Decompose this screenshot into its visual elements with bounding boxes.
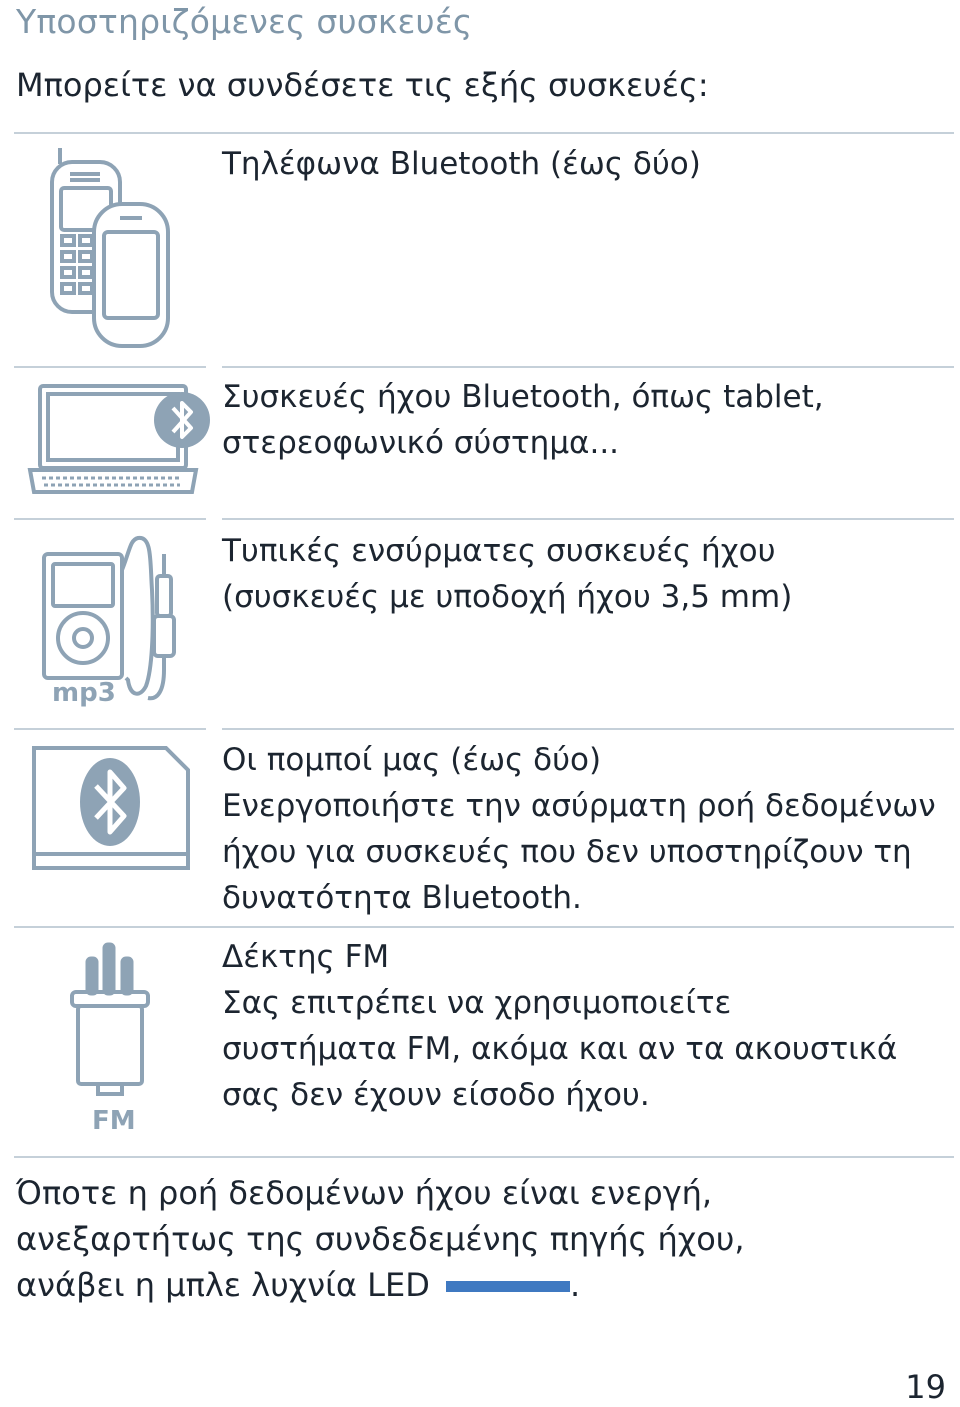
fm-label: FM (92, 1106, 136, 1136)
divider (222, 366, 954, 368)
section-heading: Υποστηριζόμενες συσκευές (16, 2, 473, 41)
item-line: Ενεργοποιήστε την ασύρματη ροή δεδομένων (222, 788, 936, 824)
item-line: δυνατότητα Bluetooth. (222, 880, 582, 916)
divider (222, 518, 954, 520)
item-line: Τυπικές ενσύρματες συσκευές ήχου (222, 533, 776, 569)
blue-led-indicator (446, 1281, 570, 1292)
laptop-bluetooth-icon (12, 380, 212, 504)
divider (14, 518, 206, 520)
item-line: Σας επιτρέπει να χρησιμοποιείτε (222, 985, 732, 1021)
item-transmitters-text (222, 737, 942, 921)
mp3-label: mp3 (52, 678, 116, 708)
item-line: συστήματα FM, ακόμα και αν τα ακουστικά (222, 1031, 898, 1067)
divider (14, 366, 206, 368)
item-line: Δέκτης FM (222, 939, 390, 975)
item-line: Τηλέφωνα Bluetooth (έως δύο) (222, 146, 701, 182)
footer-line: Όποτε η ροή δεδομένων ήχου είναι ενεργή, (16, 1174, 713, 1212)
footer-line: ανάβει η μπλε λυχνία LED (16, 1266, 430, 1304)
divider (222, 728, 954, 730)
led-note (16, 1170, 946, 1308)
divider (14, 132, 954, 134)
intro-text: Μπορείτε να συνδέσετε τις εξής συσκευές: (16, 66, 709, 104)
footer-end-punct: . (570, 1266, 581, 1304)
item-line: Οι πομποί μας (έως δύο) (222, 742, 602, 778)
mp3-player-icon (40, 530, 190, 716)
fm-receiver-icon (64, 940, 164, 1136)
item-line: (συσκευές με υποδοχή ήχου 3,5 mm) (222, 579, 793, 615)
item-phones-text (222, 141, 942, 187)
page-number: 19 (905, 1368, 946, 1406)
phones-icon (40, 148, 180, 350)
item-line: ήχου για συσκευές που δεν υποστηρίζουν τη (222, 834, 912, 870)
divider (14, 728, 206, 730)
item-line: Συσκευές ήχου Bluetooth, όπως tablet, (222, 379, 824, 415)
divider (14, 926, 954, 928)
item-fm-text (222, 934, 942, 1118)
footer-line: ανεξαρτήτως της συνδεδεμένης πηγής ήχου, (16, 1220, 745, 1258)
bluetooth-transmitter-icon (28, 744, 194, 874)
item-audio-devices-text (222, 374, 942, 466)
divider (14, 1156, 954, 1158)
item-wired-audio-text (222, 528, 942, 620)
item-line: στερεοφωνικό σύστημα... (222, 425, 620, 461)
item-line: σας δεν έχουν είσοδο ήχου. (222, 1077, 650, 1113)
